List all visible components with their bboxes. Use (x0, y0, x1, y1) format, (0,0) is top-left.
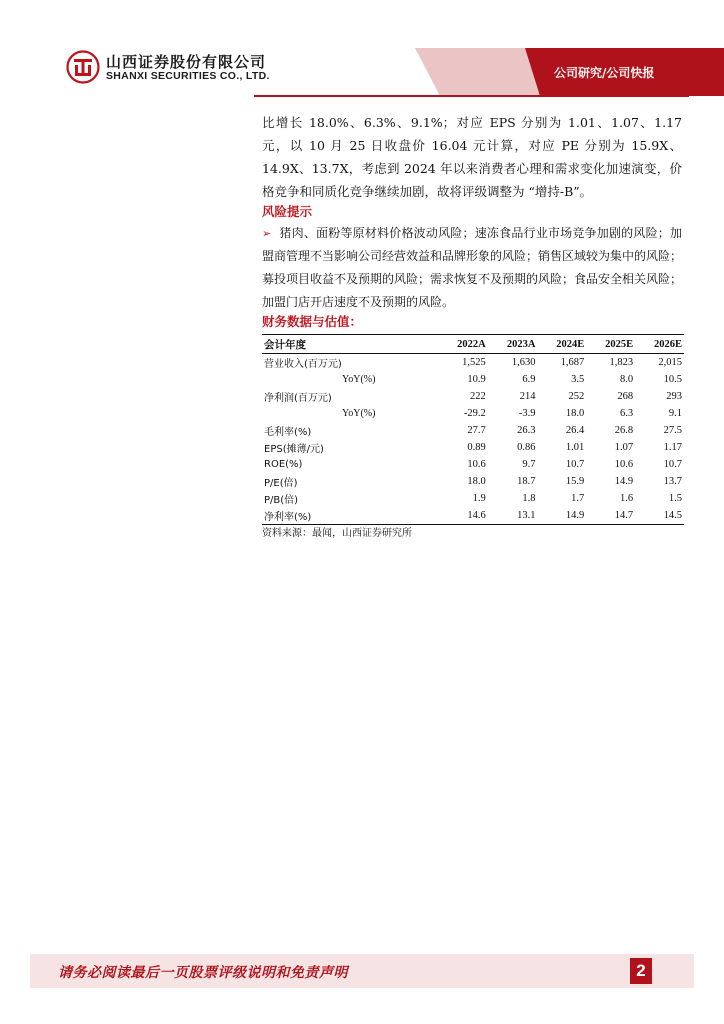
page-number: 2 (630, 958, 652, 984)
row-label: YoY(%) (342, 374, 376, 385)
table-row (262, 490, 684, 507)
table-row (262, 354, 684, 372)
row-label: EPS(摊薄/元) (264, 444, 324, 455)
table-cell: 14.6 (438, 507, 488, 525)
table-cell: 10.7 (565, 459, 585, 470)
table-row (262, 422, 684, 439)
summary-paragraph: 比增长 18.0%、6.3%、9.1%；对应 EPS 分别为 1.01、1.07、1.17 元，以 10 月 25 日收盘价 16.04 元计算，对应 PE 分别为 15.9X、14.9X、13.7X，考虑到 2024 年以来消费者心理和需求变化加速演变，价格竞争和同质化竞争继续加剧，故将评级调整为 “增持-B”。 (262, 115, 682, 199)
table-cell: 9.7 (522, 459, 536, 470)
table-header-cell: 2026E (635, 335, 684, 354)
table-cell: 10.5 (663, 374, 682, 385)
table-row (262, 507, 684, 525)
table-cell: 13.1 (488, 507, 538, 525)
risk-list-item (262, 222, 682, 314)
table-cell: 1,687 (560, 357, 585, 368)
table-cell: 14.7 (586, 507, 635, 525)
table-cell: 10.6 (614, 459, 634, 470)
report-type-label: 公司研究/公司快报 (554, 66, 655, 80)
table-cell: 2,015 (658, 357, 682, 368)
table-cell: 6.9 (522, 374, 536, 385)
table-header-cell: 2022A (438, 335, 488, 354)
table-cell: 1.17 (663, 442, 682, 453)
table-cell: 14.9 (537, 507, 586, 525)
table-cell: 10.7 (663, 459, 682, 470)
table-cell: 18.0 (565, 408, 585, 419)
table-cell: 27.5 (663, 425, 682, 436)
company-name-cn: 山西证券股份有限公司 (106, 53, 267, 71)
table-source-note: 资料来源：最闻，山西证券研究所 (262, 528, 412, 539)
table-cell: 0.89 (467, 442, 486, 453)
table-cell: 6.3 (620, 408, 634, 419)
table-cell: 26.3 (517, 425, 536, 436)
table-header-row (262, 335, 684, 354)
risk-text: 猪肉、面粉等原材料价格波动风险；速冻食品行业市场竞争加剧的风险；加盟商管理不当影响公司经营效益和品牌形象的风险；销售区域较为集中的风险；募投项目收益不及预期的风险；需求恢复不及预期的风险；食品安全相关风险；加盟门店开店速度不及预期的风险。 (262, 226, 683, 309)
table-cell: 27.7 (467, 425, 486, 436)
table-cell: 26.4 (565, 425, 585, 436)
table-cell: 214 (519, 391, 536, 402)
table-cell: 1,630 (511, 357, 536, 368)
table-cell: 1.7 (571, 493, 585, 504)
row-label: P/B(倍) (264, 495, 299, 506)
row-label: 毛利率(%) (264, 427, 312, 438)
table-cell: 14.5 (635, 507, 684, 525)
table-cell: 1.01 (565, 442, 585, 453)
table-cell: 8.0 (620, 374, 634, 385)
table-cell: 13.7 (663, 476, 682, 487)
table-cell: 1.9 (472, 493, 486, 504)
table-row (262, 456, 684, 473)
table-cell: 268 (617, 391, 634, 402)
table-cell: 10.6 (467, 459, 486, 470)
table-cell: 9.1 (668, 408, 682, 419)
table-cell: 26.8 (614, 425, 634, 436)
footer-disclaimer: 请务必阅读最后一页股票评级说明和免责声明 (58, 965, 348, 981)
table-header-cell: 会计年度 (262, 335, 438, 354)
header-divider (254, 95, 689, 97)
table-row (262, 439, 684, 456)
table-cell: 1,823 (609, 357, 634, 368)
table-cell: -3.9 (518, 408, 536, 419)
table-cell: 1.8 (522, 493, 536, 504)
table-cell: 10.9 (467, 374, 486, 385)
table-cell: 1.07 (614, 442, 634, 453)
company-name-en: SHANXI SECURITIES CO., LTD. (106, 70, 270, 82)
row-label: 净利润(百万元) (264, 393, 332, 404)
row-label: ROE(%) (264, 459, 303, 470)
table-cell: 0.86 (517, 442, 536, 453)
table-row (262, 371, 684, 388)
financial-section-title: 财务数据与估值： (262, 314, 363, 329)
table-cell: 1,525 (462, 357, 486, 368)
table-cell: 18.7 (517, 476, 536, 487)
table-row (262, 405, 684, 422)
row-label: P/E(倍) (264, 478, 298, 489)
table-cell: 1.5 (668, 493, 682, 504)
table-cell: 18.0 (467, 476, 486, 487)
table-header-cell: 2025E (586, 335, 635, 354)
table-header-cell: 2024E (537, 335, 586, 354)
table-cell: 293 (666, 391, 682, 402)
table-cell: 3.5 (571, 374, 585, 385)
table-row (262, 388, 684, 405)
table-cell: 1.6 (620, 493, 634, 504)
row-label: 净利率(%) (262, 507, 438, 525)
table-cell: 222 (470, 391, 486, 402)
arrow-bullet-icon: ➢ (262, 227, 272, 240)
risk-section-title: 风险提示 (262, 204, 313, 219)
financial-table (262, 334, 684, 525)
table-cell: 14.9 (614, 476, 634, 487)
row-label: YoY(%) (342, 408, 376, 419)
table-cell: -29.2 (463, 408, 486, 419)
table-cell: 15.9 (565, 476, 585, 487)
table-header-cell: 2023A (488, 335, 538, 354)
table-row (262, 473, 684, 490)
row-label: 营业收入(百万元) (264, 359, 342, 370)
table-cell: 252 (568, 391, 585, 402)
